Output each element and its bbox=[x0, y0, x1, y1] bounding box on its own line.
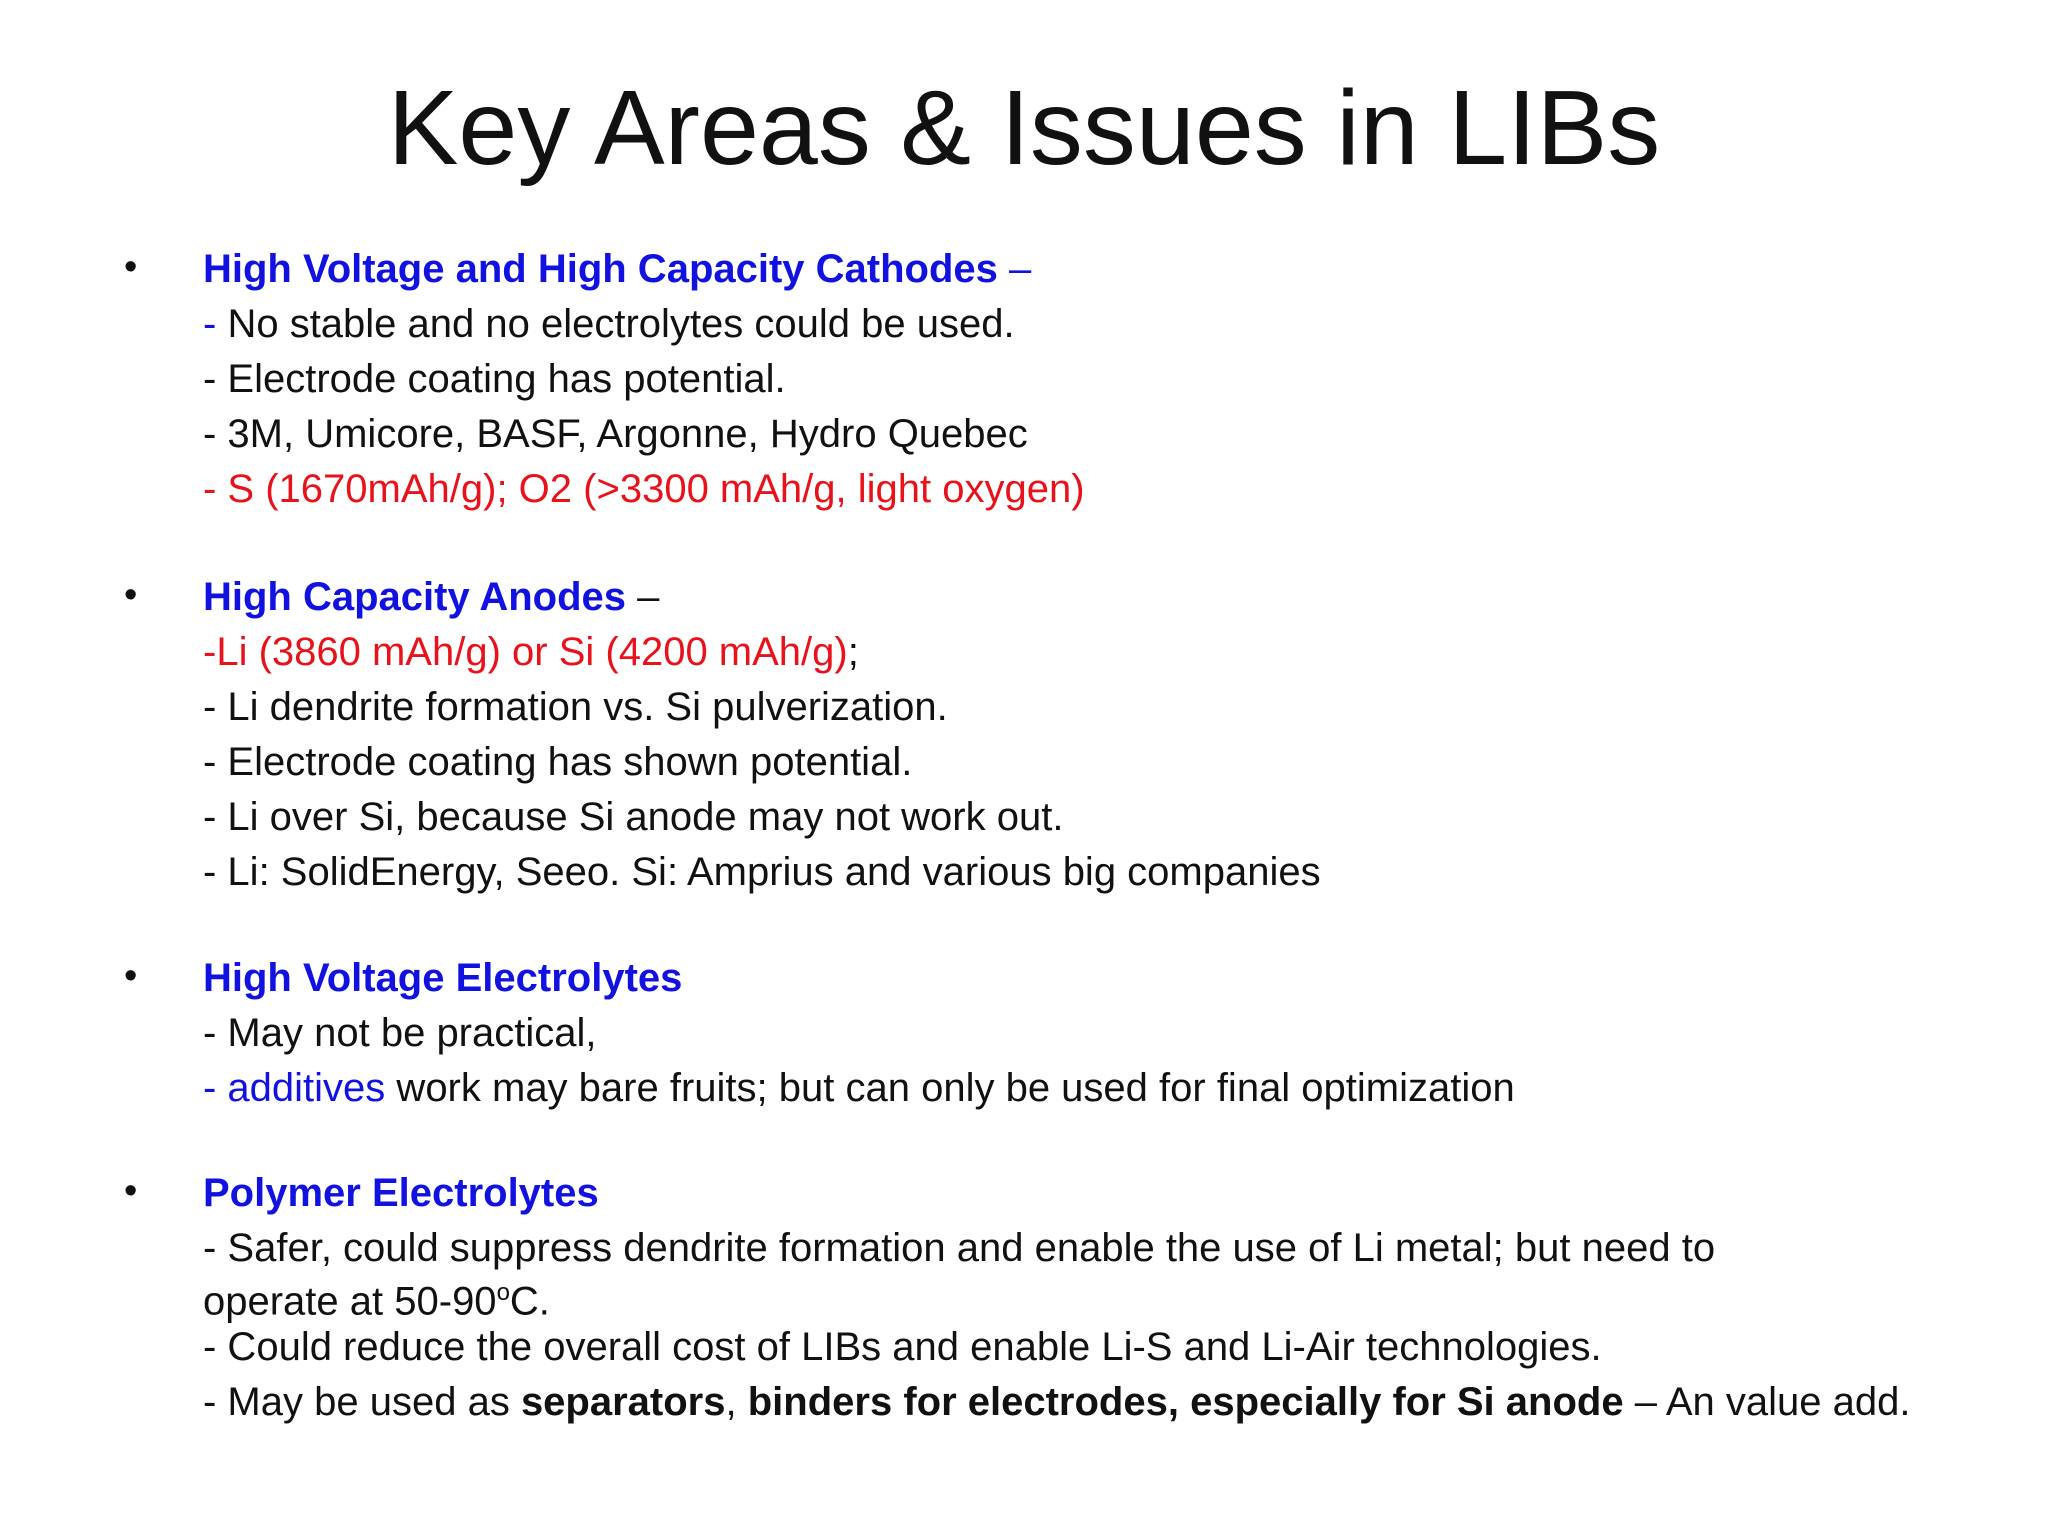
line-text: work may bare fruits; but can only be used for final optimization bbox=[385, 1066, 1515, 1110]
bullet-icon: • bbox=[124, 1170, 138, 1212]
bullet-icon: • bbox=[124, 955, 138, 997]
list-item bbox=[203, 1061, 1515, 1116]
section-heading: High Voltage Electrolytes bbox=[203, 956, 683, 1000]
degree-superscript: o bbox=[496, 1279, 510, 1306]
section-heading bbox=[203, 242, 1031, 297]
line-text: No stable and no electrolytes could be used. bbox=[216, 302, 1015, 346]
list-item: - Safer, could suppress dendrite formation and enable the use of Li metal; but need to bbox=[203, 1226, 1716, 1270]
bullet-icon: • bbox=[124, 246, 138, 288]
heading-dash: – bbox=[626, 575, 660, 619]
heading-dash: – bbox=[997, 247, 1032, 291]
line-prefix: - additives bbox=[203, 1066, 386, 1110]
line-text-bold: separators bbox=[520, 1380, 726, 1424]
section-heading: Polymer Electrolytes bbox=[203, 1171, 599, 1215]
list-item bbox=[203, 297, 1015, 352]
list-item bbox=[203, 625, 859, 680]
line-text-bold: binders for electrodes, especially for Si anode bbox=[747, 1380, 1624, 1424]
line-text: - May be used as bbox=[203, 1380, 521, 1424]
heading-text: High Capacity Anodes bbox=[203, 575, 627, 619]
list-item: - Li over Si, because Si anode may not work out. bbox=[203, 795, 1064, 839]
list-item: - Li: SolidEnergy, Seeo. Si: Amprius and various big companies bbox=[203, 850, 1321, 894]
line-suffix: C. bbox=[509, 1279, 550, 1324]
line-text: operate at 50-90 bbox=[203, 1279, 497, 1324]
list-item: - 3M, Umicore, BASF, Argonne, Hydro Quebec bbox=[203, 412, 1028, 456]
slide-title: Key Areas & Issues in LIBs bbox=[387, 69, 1661, 187]
list-item: - May not be practical, bbox=[203, 1011, 597, 1055]
line-text: , bbox=[725, 1380, 748, 1424]
heading-text: High Voltage and High Capacity Cathodes bbox=[203, 247, 998, 291]
line-suffix: ; bbox=[847, 630, 859, 674]
list-item: - Could reduce the overall cost of LIBs and enable Li-S and Li-Air technologies. bbox=[203, 1325, 1602, 1369]
list-item: - Electrode coating has potential. bbox=[203, 357, 786, 401]
line-text-highlight: -Li (3860 mAh/g) or Si (4200 mAh/g) bbox=[203, 630, 848, 674]
line-text: – An value add. bbox=[1623, 1380, 1911, 1424]
list-item: - Li dendrite formation vs. Si pulverization. bbox=[203, 685, 948, 729]
list-item: - Electrode coating has shown potential. bbox=[203, 740, 913, 784]
list-item-highlight: - S (1670mAh/g); O2 (>3300 mAh/g, light oxygen) bbox=[203, 467, 1085, 511]
bullet-icon: • bbox=[124, 574, 138, 616]
section-heading bbox=[203, 570, 659, 625]
line-prefix: - bbox=[203, 302, 217, 346]
list-item bbox=[203, 1375, 1910, 1430]
